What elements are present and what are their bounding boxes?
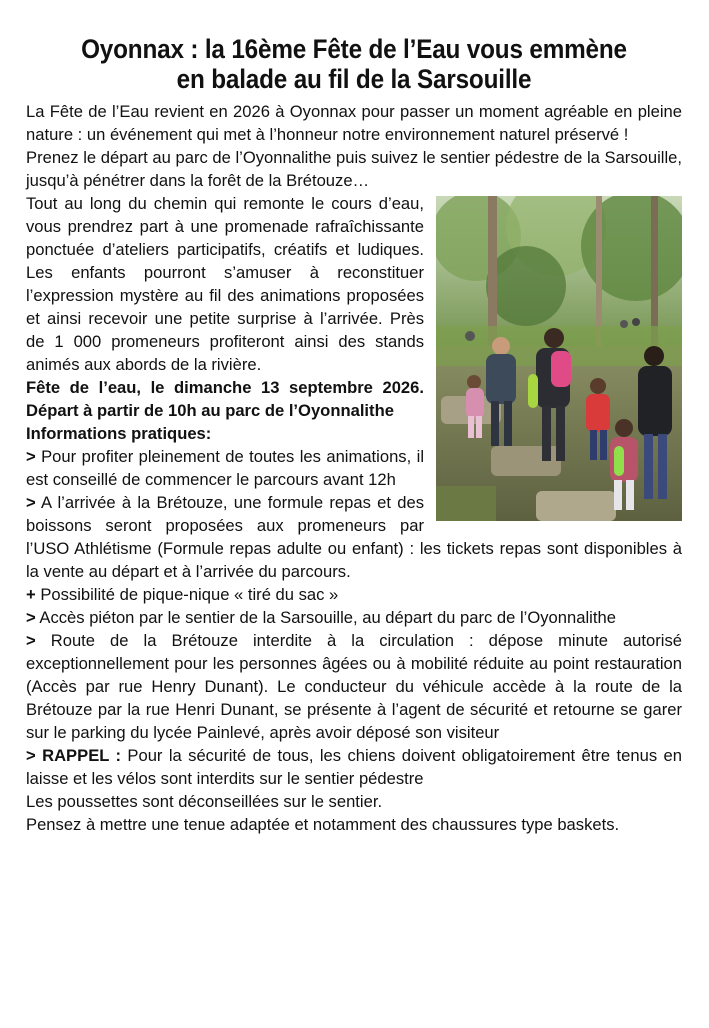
item-text: Route de la Brétouze interdite à la circulation : dépose minute autorisé exceptionnellement pour les personnes âgées ou à mobilité réduite au point restauration (Accès par rue Henry Dunant). Le conducteur du véhicule accède à la route de la Brétouze par la rue Henri Dunant, se présente à l’agent de sécurité et retourne se garer sur le parking du lycée Painlevé, après avoir déposé son visiteur xyxy=(26,631,682,742)
item-marker: > xyxy=(26,746,36,765)
item-text: A l’arrivée à la Brétouze, une formule repas et des boissons seront proposées aux promeneurs par l’USO Athlétisme (Formule repas adulte ou enfant) : les tickets repas sont disponibles à la vente au départ et à l’arrivée du parcours. xyxy=(26,493,682,581)
forest-walk-photo xyxy=(436,196,682,521)
item-text: Possibilité de pique-nique « tiré du sac » xyxy=(35,585,339,604)
item-marker: + xyxy=(26,585,36,604)
item-marker: > xyxy=(26,447,36,466)
closing-line-1: Les poussettes sont déconseillées sur le sentier. xyxy=(26,792,383,811)
intro-paragraph: La Fête de l’Eau revient en 2026 à Oyonnax pour passer un moment agréable en pleine nature : un événement qui met à l’honneur notre environnement naturel préservé ! xyxy=(26,102,682,144)
item-text: Pour la sécurité de tous, les chiens doivent obligatoirement être tenus en laisse et les vélos sont interdits sur le sentier pédestre xyxy=(26,746,682,788)
event-date: Fête de l’eau, le dimanche 13 septembre 2026. Départ à partir de 10h au parc de l’Oyonnalithe xyxy=(26,378,424,420)
item-text: Pour profiter pleinement de toutes les animations, il est conseillé de commencer le parcours avant 12h xyxy=(26,447,424,489)
article xyxy=(26,34,682,836)
item-marker: > xyxy=(26,631,36,650)
activities-paragraph: Tout au long du chemin qui remonte le cours d’eau, vous prendrez part à une promenade rafraîchissante ponctuée d’ateliers participatifs, créatifs et ludiques. Les enfants pourront s’amuser à reconstituer l’expression mystère au fil des animations proposées et ainsi recevoir une petite surprise à l’arrivée. Près de 1 000 promeneurs profiteront ainsi des stands animés aux abords de la rivière. xyxy=(26,194,424,374)
info-item-6 xyxy=(26,744,682,790)
item-text: Accès piéton par le sentier de la Sarsouille, au départ du parc de l’Oyonnalithe xyxy=(35,608,616,627)
article-title xyxy=(59,34,649,94)
info-item-3 xyxy=(26,583,682,606)
article-body xyxy=(26,100,682,836)
info-item-5 xyxy=(26,629,682,744)
item-marker: > xyxy=(26,493,36,512)
item-bold: RAPPEL : xyxy=(35,746,122,765)
route-paragraph: Prenez le départ au parc de l’Oyonnalithe puis suivez le sentier pédestre de la Sarsouille, jusqu’à pénétrer dans la forêt de la Brétouze… xyxy=(26,148,682,190)
info-heading: Informations pratiques: xyxy=(26,424,212,443)
info-item-4 xyxy=(26,606,682,629)
title-line-1: Oyonnax : la 16ème Fête de l’Eau vous emmène xyxy=(81,34,627,64)
closing-line-2: Pensez à mettre une tenue adaptée et notamment des chaussures type baskets. xyxy=(26,815,620,834)
item-marker: > xyxy=(26,608,36,627)
title-line-2: en balade au fil de la Sarsouille xyxy=(176,64,532,94)
